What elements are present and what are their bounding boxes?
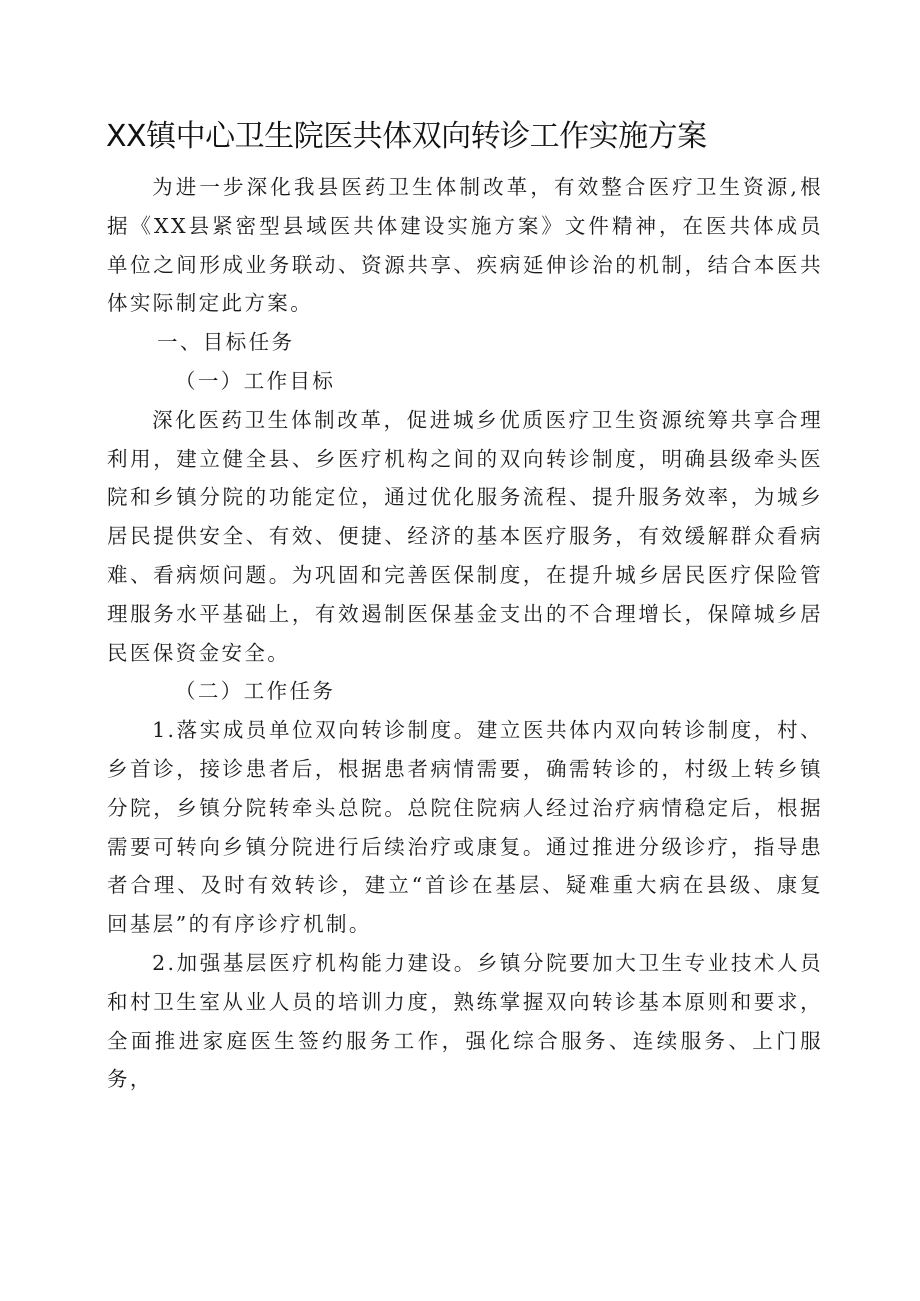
task-item-1-paragraph: 1.落实成员单位双向转诊制度。建立医共体内双向转诊制度，村、乡首诊，接诊患者后，根据患者病情需要，确需转诊的，村级上转乡镇分院，乡镇分院转牵头总院。总院住院病人经过治疗病情稳定后，根据需要可转向乡镇分院进行后续治疗或康复。通过推进分级诊疗，指导患者合理、及时有效转诊，建立“首诊在基层、疑难重大病在县级、康复回基层”的有序诊疗机制。 <box>107 718 823 937</box>
section-heading-goals: 一、目标任务 <box>157 330 295 355</box>
document-title: XX镇中心卫生院医共体双向转诊工作实施方案 <box>106 119 707 154</box>
subsection-heading-work-tasks: （二）工作任务 <box>175 679 336 704</box>
document-body <box>107 168 823 1099</box>
subsection-heading-work-goal: （一）工作目标 <box>175 368 336 393</box>
intro-paragraph: 为进一步深化我县医药卫生体制改革，有效整合医疗卫生资源,根据《XX县紧密型县域医共体建设实施方案》文件精神，在医共体成员单位之间形成业务联动、资源共享、疾病延伸诊治的机制，结合本医共体实际制定此方案。 <box>107 175 823 316</box>
task-item-2-paragraph: 2.加强基层医疗机构能力建设。乡镇分院要加大卫生专业技术人员和村卫生室从业人员的培训力度，熟练掌握双向转诊基本原则和要求，全面推进家庭医生签约服务工作，强化综合服务、连续服务、上门服务， <box>107 950 823 1092</box>
work-goal-paragraph: 深化医药卫生体制改革，促进城乡优质医疗卫生资源统筹共享合理利用，建立健全县、乡医疗机构之间的双向转诊制度，明确县级牵头医院和乡镇分院的功能定位，通过优化服务流程、提升服务效率，为城乡居民提供安全、有效、便捷、经济的基本医疗服务，有效缓解群众看病难、看病烦问题。为巩固和完善医保制度，在提升城乡居民医疗保险管理服务水平基础上，有效遏制医保基金支出的不合理增长，保障城乡居民医保资金安全。 <box>107 407 823 665</box>
